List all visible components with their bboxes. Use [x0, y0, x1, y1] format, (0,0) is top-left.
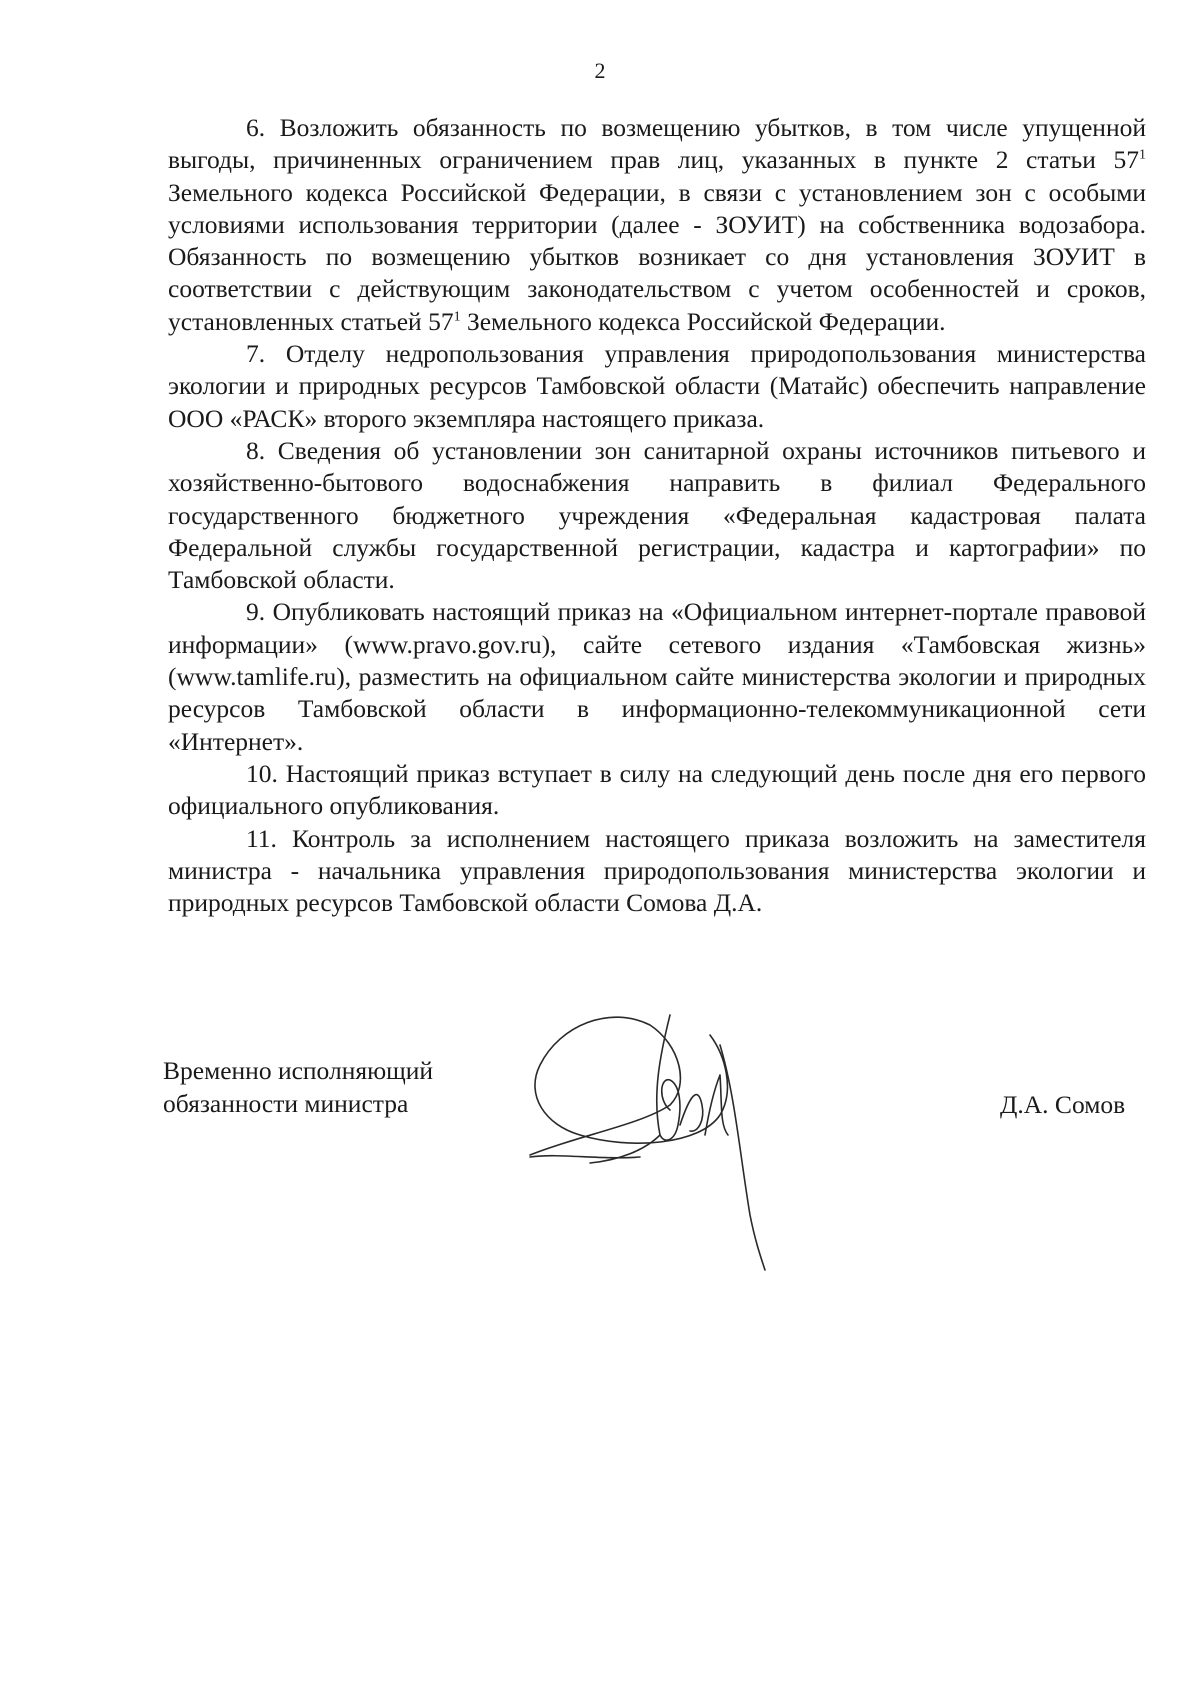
document-body: [168, 112, 1146, 919]
paragraph-11: 11. Контроль за исполнением настоящего приказа возложить на заместителя министра - начальника управления природопользования министерства экологии и природных ресурсов Тамбовской области Сомова Д.А.: [168, 823, 1146, 918]
paragraph-7: 7. Отделу недропользования управления природопользования министерства экологии и природных ресурсов Тамбовской области (Матайс) обеспечить направление ООО «РАСК» второго экземпляра настоящего приказа.: [168, 339, 1146, 433]
paragraph-10: 10. Настоящий приказ вступает в силу на следующий день после дня его первого официального опубликования.: [168, 758, 1146, 821]
superscript: 1: [1139, 147, 1146, 163]
paragraph-8: 8. Сведения об установлении зон санитарной охраны источников питьевого и хозяйственно-бытового водоснабжения направить в филиал Федерального государственного бюджетного учреждения «Федеральная кадастровая палата Федеральной службы государственной регистрации, кадастра и картографии» по Тамбовской области.: [168, 435, 1146, 595]
handwritten-signature: [520, 985, 810, 1275]
signatory-name: Д.А. Сомов: [1000, 1090, 1126, 1119]
superscript: 1: [453, 309, 461, 325]
page-number: 2: [594, 58, 606, 83]
signatory-position-line-1: Временно исполняющий: [163, 1056, 434, 1085]
signatory-position-line-2: обязанности министра: [163, 1089, 409, 1118]
signatory-position: [163, 1054, 433, 1120]
paragraph-9: 9. Опубликовать настоящий приказ на «Официальном интернет-портале правовой информации» (www.pravo.gov.ru), сайте сетевого издания «Тамбовская жизнь» (www.tamlife.ru), разместить на официальном сайте министерства экологии и природных ресурсов Тамбовской области в информационно-телекоммуникационной сети «Интернет».: [168, 597, 1146, 756]
paragraph-6: 6. Возложить обязанность по возмещению убытков, в том числе упущенной выгоды, причиненных ограничением прав лиц, указанных в пункте 2 статьи $57^1$ Земельного кодекса Российской Федерации, в связи с установлением зон с особыми условиями использования территории (далее - ЗОУИТ) на собственника водозабора. Обязанность по возмещению убытков возникает со дня установления ЗОУИТ в соответствии с действующим законодательством с учетом особенностей и сроков, установленных статьей $57^1$ Земельного кодекса Российской Федерации.: [168, 113, 1146, 336]
